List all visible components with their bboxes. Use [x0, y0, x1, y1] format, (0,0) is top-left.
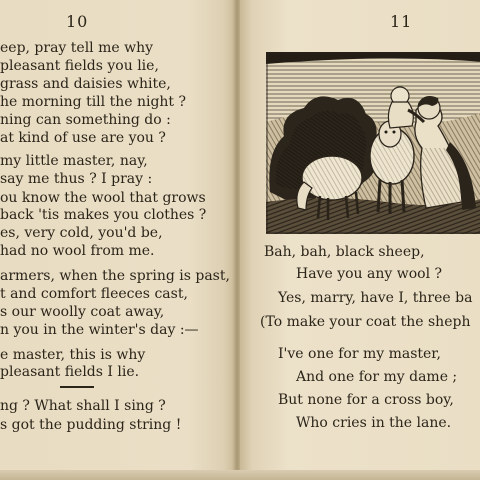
right-line: But none for a cross boy, — [278, 392, 454, 408]
left-line: s got the pudding string ! — [0, 417, 182, 433]
left-line: grass and daisies white, — [0, 76, 171, 92]
left-line: pleasant fields I lie. — [0, 364, 140, 380]
section-rule — [60, 386, 94, 388]
left-page-number: 10 — [66, 12, 89, 31]
left-line: he morning till the night ? — [0, 94, 187, 110]
left-line: back 'tis makes you clothes ? — [0, 207, 207, 223]
right-page-number: 11 — [390, 12, 413, 31]
left-line: e master, this is why — [0, 347, 146, 363]
left-line: ng ? What shall I sing ? — [0, 398, 166, 414]
right-line: Have you any wool ? — [296, 266, 443, 282]
right-line: I've one for my master, — [278, 346, 441, 362]
left-line: es, very cold, you'd be, — [0, 225, 163, 241]
left-page — [0, 0, 236, 480]
left-line: eep, pray tell me why — [0, 40, 154, 56]
left-line: armers, when the spring is past, — [0, 268, 230, 284]
page-bottom-edge — [0, 470, 480, 480]
left-line: ning can something do : — [0, 112, 171, 128]
left-line: at kind of use are you ? — [0, 130, 166, 146]
right-line: Yes, marry, have I, three ba — [278, 290, 473, 306]
right-line: Who cries in the lane. — [296, 415, 452, 431]
left-line: t and comfort fleeces cast, — [0, 286, 188, 302]
left-line: pleasant fields you lie, — [0, 58, 159, 74]
right-line: (To make your coat the sheph — [260, 314, 471, 330]
left-line: say me thus ? I pray : — [0, 171, 153, 187]
left-line: ou know the wool that grows — [0, 190, 206, 206]
woodcut-illustration — [266, 52, 480, 234]
left-line: n you in the winter's day :— — [0, 322, 199, 338]
right-line: Bah, bah, black sheep, — [264, 244, 425, 260]
right-page — [240, 0, 480, 480]
left-line: my little master, nay, — [0, 153, 148, 169]
left-line: had no wool from me. — [0, 243, 155, 259]
woodcut-shepherdess-sheep-image — [266, 52, 480, 234]
right-line: And one for my dame ; — [296, 369, 458, 385]
left-line: s our woolly coat away, — [0, 304, 165, 320]
